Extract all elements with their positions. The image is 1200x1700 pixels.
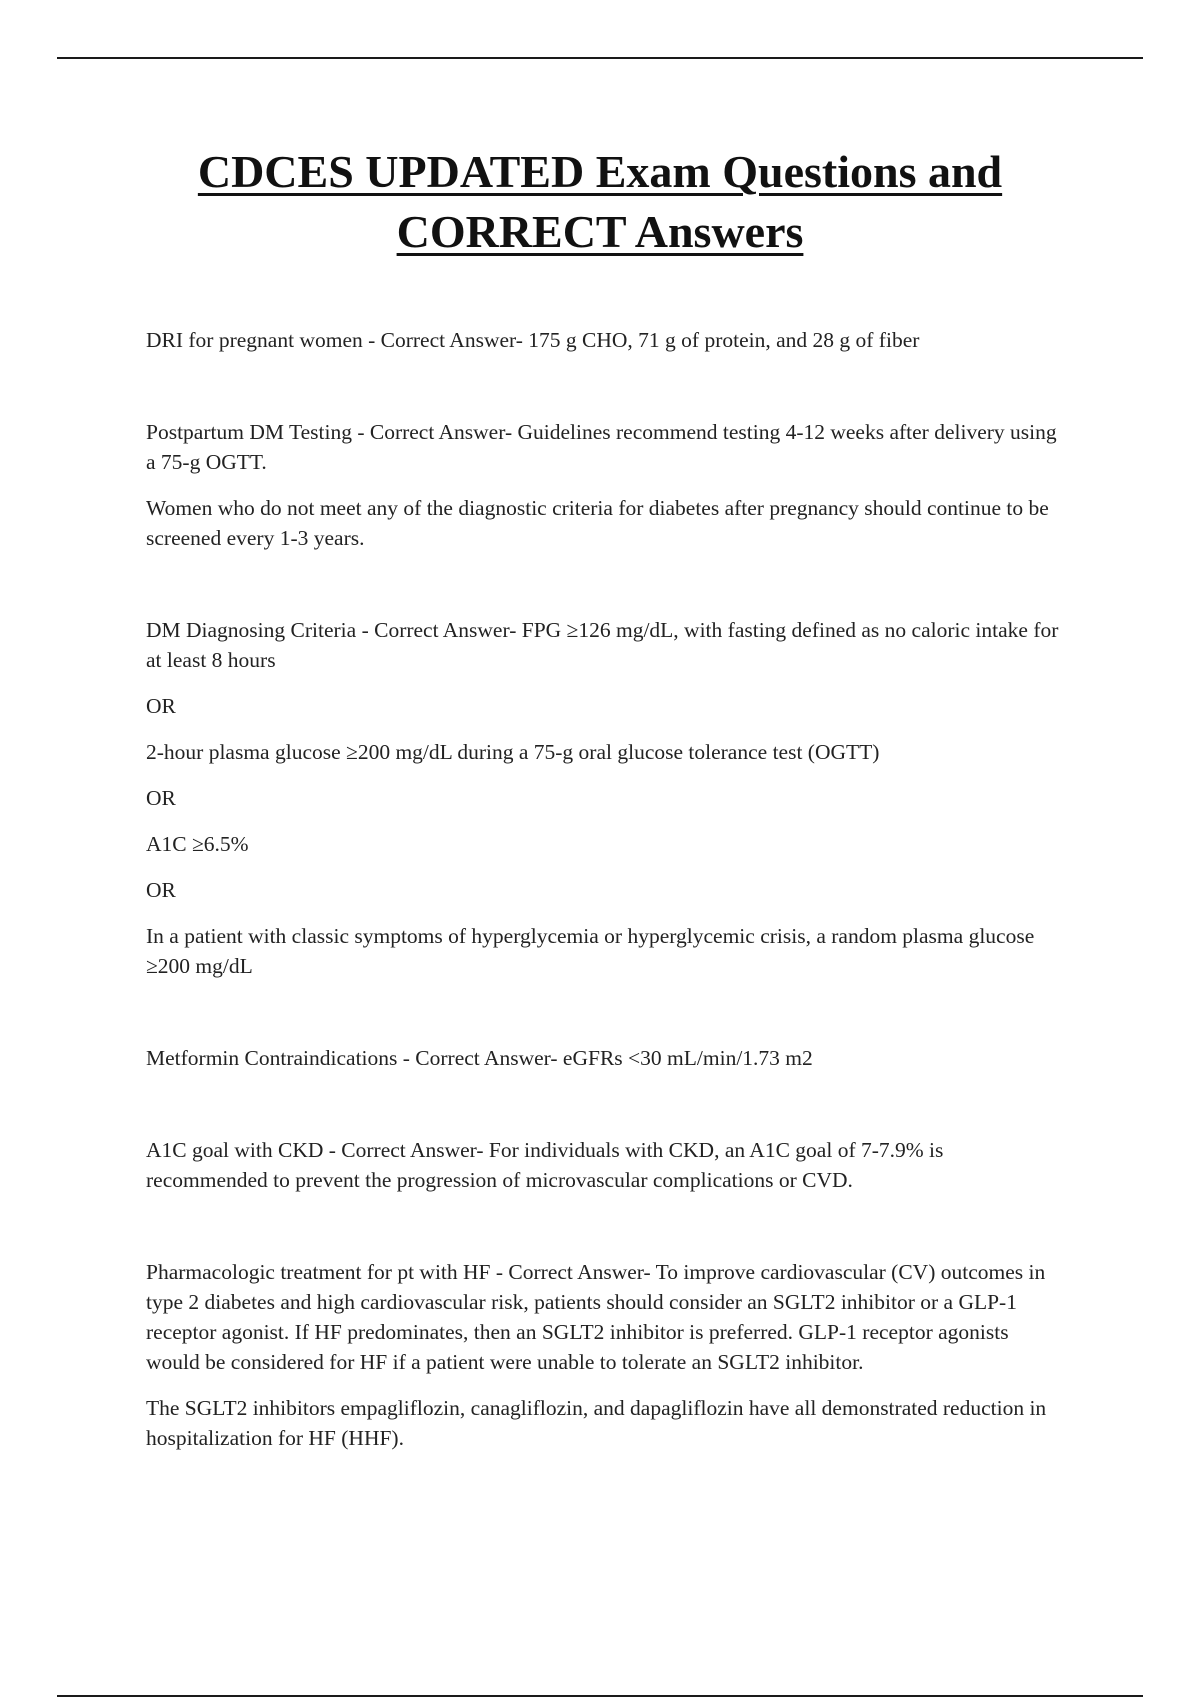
paragraph: The SGLT2 inhibitors empagliflozin, canagliflozin, and dapagliflozin have all demonstrated reduction in hospitalization for HF (HHF). bbox=[146, 1396, 1047, 1450]
paragraph: A1C ≥6.5% bbox=[146, 832, 249, 856]
qa-item-dm-criteria bbox=[146, 615, 1066, 981]
paragraph: 2-hour plasma glucose ≥200 mg/dL during a 75-g oral glucose tolerance test (OGTT) bbox=[146, 740, 880, 764]
paragraph: OR bbox=[146, 786, 176, 810]
paragraph: Metformin Contraindications - Correct Answer- eGFRs <30 mL/min/1.73 m2 bbox=[146, 1046, 813, 1070]
paragraph: OR bbox=[146, 878, 176, 902]
paragraph: OR bbox=[146, 694, 176, 718]
qa-item-metformin bbox=[146, 1043, 1066, 1073]
paragraph: A1C goal with CKD - Correct Answer- For individuals with CKD, an A1C goal of 7-7.9% is recommended to prevent the progression of microvascular complications or CVD. bbox=[146, 1138, 944, 1192]
paragraph: Women who do not meet any of the diagnostic criteria for diabetes after pregnancy should continue to be screened every 1-3 years. bbox=[146, 496, 1049, 550]
page-title: CDCES UPDATED Exam Questions and CORRECT Answers bbox=[197, 146, 1003, 257]
qa-item-postpartum-testing bbox=[146, 417, 1066, 553]
paragraph: DRI for pregnant women - Correct Answer- 175 g CHO, 71 g of protein, and 28 g of fiber bbox=[146, 328, 920, 352]
qa-item-a1c-ckd bbox=[146, 1135, 1066, 1195]
qa-list bbox=[146, 325, 1066, 1453]
paragraph: Pharmacologic treatment for pt with HF - Correct Answer- To improve cardiovascular (CV) outcomes in type 2 diabetes and high cardiovascular risk, patients should consider an SGLT2 inhibitor or a GLP-1 receptor agonist. If HF predominates, then an SGLT2 inhibitor is preferred. GLP-1 receptor agonists would be considered for HF if a patient were unable to tolerate an SGLT2 inhibitor. bbox=[146, 1260, 1046, 1374]
qa-item-hf-treatment bbox=[146, 1257, 1066, 1453]
footer-rule bbox=[57, 1695, 1143, 1697]
paragraph: DM Diagnosing Criteria - Correct Answer- FPG ≥126 mg/dL, with fasting defined as no caloric intake for at least 8 hours bbox=[146, 618, 1059, 672]
paragraph: In a patient with classic symptoms of hyperglycemia or hyperglycemic crisis, a random plasma glucose ≥200 mg/dL bbox=[146, 924, 1035, 978]
qa-item-dri-pregnant bbox=[146, 325, 1066, 355]
header-rule bbox=[57, 57, 1143, 59]
paragraph: Postpartum DM Testing - Correct Answer- Guidelines recommend testing 4-12 weeks after delivery using a 75-g OGTT. bbox=[146, 420, 1057, 474]
